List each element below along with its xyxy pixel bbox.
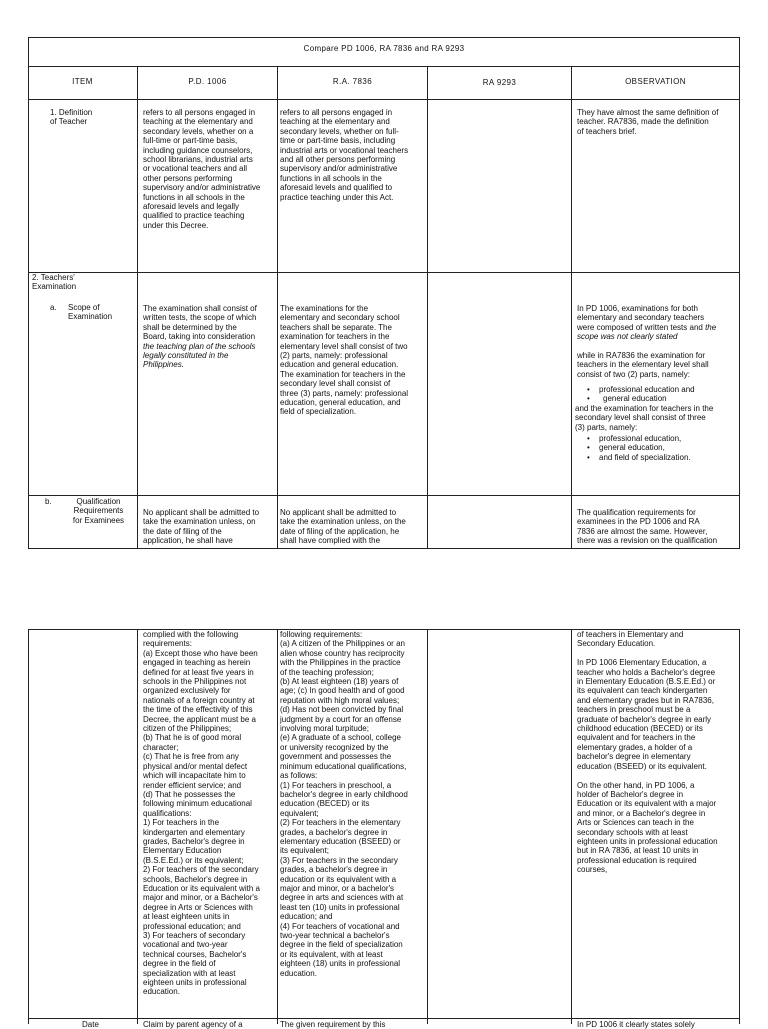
row2b-observation: The qualification requirements for examinees in the PD 1006 and RA 7836 are almost the same. However, there was a revision on the qualification	[577, 508, 718, 546]
col-divider-2	[277, 629, 278, 1024]
row2b-ra7836-continued: following requirements: (a) A citizen of the Philippines or an alien whose country has reciprocity with the Philippines in the practice of the teaching profession; (b) At least eighteen (18) years of age; (c) In good health and of good reputation with high moral values; (d) Has not been convicted by final judgment by a court for an offense involving moral turpitude; (e) A graduate of a school, college or university recognized by the government and possesses the minimum educational qualifications, as follows: (1) For teachers in preschool, a bachelor's degree in early childhood education (BECED) or its equivalent; (2) For teachers in the elementary grades, a bachelor's degree in elementary education (BSEED) or its equivalent; (3) For teachers in the secondary grades, a bachelor's degree in education or its equivalent with a major and minor, or a bachelor's degree in arts and sciences with at least ten (10) units in professional education; and (4) For teachers of vocational and two-year technical a bachelor's degree in the field of specialization or its equivalent, with at least eighteen (18) units in professional education.	[280, 630, 408, 978]
row2a-item-letter: a.	[50, 303, 57, 312]
col-divider-3	[427, 629, 428, 1024]
row2a-obs-para3: and the examination for teachers in the secondary level shall consist of three (3) parts, namely:	[575, 404, 714, 432]
col-divider-1	[137, 629, 138, 1024]
header-item: ITEM	[72, 77, 93, 86]
row2a-ra7836: The examinations for the elementary and secondary school teachers shall be separate. The examination for teachers in the elementary level shall consist of two (2) parts, namely: professional education and general education. The examination for teachers in the secondary level shall consist of three (3) parts, namely: professional education, general education, and field of specialization.	[280, 304, 409, 417]
row2a-obs-italic-b: scope was not clearly stated	[577, 332, 678, 342]
row1-ra7836: refers to all persons engaged in teaching at the elementary and secondary levels, whether on full- time or part-time basis, including industrial arts or vocational teachers and all other persons performing supervisory and/or administrative functions in all schools in the aforesaid levels and qualified to practice teaching under this Act.	[280, 108, 409, 202]
row2b-item-letter: b.	[45, 497, 52, 506]
row2a-obs-para1: In PD 1006, examinations for both elementary and secondary teachers were composed of written tests and	[577, 304, 705, 332]
col-divider-2	[277, 66, 278, 549]
col-border-left	[28, 629, 29, 1024]
row2b-pd1006: No applicant shall be admitted to take the examination unless, on the date of filing of the application, he shall have	[143, 508, 260, 546]
document-title: Compare PD 1006, RA 7836 and RA 9293	[303, 44, 465, 53]
cutoff-row-item: Date	[82, 1020, 99, 1029]
header-observation: OBSERVATION	[625, 77, 686, 86]
cutoff-row-ra7836: The given requirement by this	[280, 1020, 386, 1029]
row1-observation: They have almost the same definition of teacher. RA7836, made the definition of teachers brief.	[577, 108, 719, 136]
table-border-top	[28, 37, 740, 38]
row2a-pd1006	[143, 304, 277, 370]
col-divider-1	[137, 66, 138, 549]
header-row-divider	[28, 99, 740, 100]
col-divider-4	[571, 629, 572, 1024]
header-ra9293: RA 9293	[482, 78, 517, 87]
list-item: • and field of specialization.	[587, 452, 691, 462]
row2a-observation	[577, 304, 739, 379]
list-item: • professional education and	[587, 385, 695, 394]
row2a-obs-italic-a: the	[705, 322, 717, 332]
row2b-ra7836: No applicant shall be admitted to take the examination unless, on the date of filing of the application, he shall have complied with the	[280, 508, 406, 546]
list-item: • general education	[587, 394, 667, 404]
row-divider-2	[28, 495, 740, 496]
row1-pd1006: refers to all persons engaged in teaching at the elementary and secondary levels, whether on a full-time or part-time basis, including guidance counselors, school librarians, industrial arts or vocational teachers and all other persons performing supervisory and/or administrative functions in all schools in the aforesaid levels and legally qualified to practice teaching under this Decree.	[143, 108, 261, 230]
header-pd1006: P.D. 1006	[188, 77, 227, 86]
row2-item: 2. Teachers' Examination	[32, 273, 77, 292]
table-border-bottom	[28, 548, 740, 549]
col-border-right	[739, 37, 740, 549]
list-item: • general education,	[587, 443, 665, 453]
row2a-item: Scope of Examination	[68, 303, 113, 322]
row2a-pd1006-text: The examination shall consist of written tests, the scope of which shall be determined by the Board, taking into consideration	[143, 304, 257, 342]
row2b-observation-continued: of teachers in Elementary and Secondary Education. In PD 1006 Elementary Education, a teacher who holds a Bachelor's degree in Elementary Education (B.S.E.Ed.) or its equivalent can teach kindergarten and elementary grades but in RA7836, teachers in preschool must be a graduate of bachelor's degree in early childhood education (BECED) or its equivalent and for teachers in the elementary grades, a holder of a bachelor's degree in elementary education (BSEED) or its equivalent. On the other hand, in PD 1006, a holder of Bachelor's degree in Education or its equivalent with a major and minor, or a Bachelor's degree in Arts or Sciences can teach in the secondary schools with at least eighteen units in professional education but in RA 7836, at least 10 units in professional education is required courses,	[577, 630, 718, 875]
row-divider-cutoff	[28, 1018, 740, 1019]
row2a-obs-para2: while in RA7836 the examination for teachers in the elementary level shall consist of two (2) parts, namely:	[577, 351, 709, 379]
row2b-pd1006-continued: complied with the following requirements: (a) Except those who have been engaged in teaching as herein defined for at least five years in schools in the Philippines not organized exclusively for nationals of a foreign country at the time of the effectivity of this Decree, the applicant must be a citizen of the Philippines; (b) That he is of good moral character; (c) That he is free from any physical and/or mental defect which will incapacitate him to render efficient service; and (d) That he possesses the following minimum educational qualifications: 1) For teachers in the kindergarten and elementary grades, Bachelor's degree in Elementary Education (B.S.E.Ed.) or its equivalent; 2) For teachers of the secondary schools, Bachelor's degree in Education or its equivalent with a major and minor, or a Bachelor's degree in Arts or Sciences with at least eighteen units in professional education; and 3) For teachers of secondary vocational and two-year technical courses, Bachelor's degree in the field of specialization with at least eighteen units in professional education.	[143, 630, 260, 997]
comparison-table-page-2	[28, 629, 740, 1029]
cutoff-row-observation: In PD 1006 it clearly states solely	[577, 1020, 695, 1029]
title-row-divider	[28, 66, 740, 67]
header-ra7836: R.A. 7836	[332, 77, 373, 86]
row2b-item: Qualification Requirements for Examinees	[72, 497, 125, 525]
col-border-left	[28, 37, 29, 549]
row2a-pd1006-italic: the teaching plan of the schools legally constituted in the Philippines.	[143, 341, 256, 370]
col-divider-4	[571, 66, 572, 549]
comparison-table-page-1	[28, 37, 740, 549]
list-item: • professional education,	[587, 434, 682, 443]
row2a-obs-list2	[587, 434, 737, 462]
col-border-right	[739, 629, 740, 1024]
row1-item: 1. Definition of Teacher	[50, 108, 93, 127]
row2a-obs-list1	[587, 385, 737, 404]
cutoff-row-pd1006: Claim by parent agency of a	[143, 1020, 243, 1029]
col-divider-3	[427, 66, 428, 549]
